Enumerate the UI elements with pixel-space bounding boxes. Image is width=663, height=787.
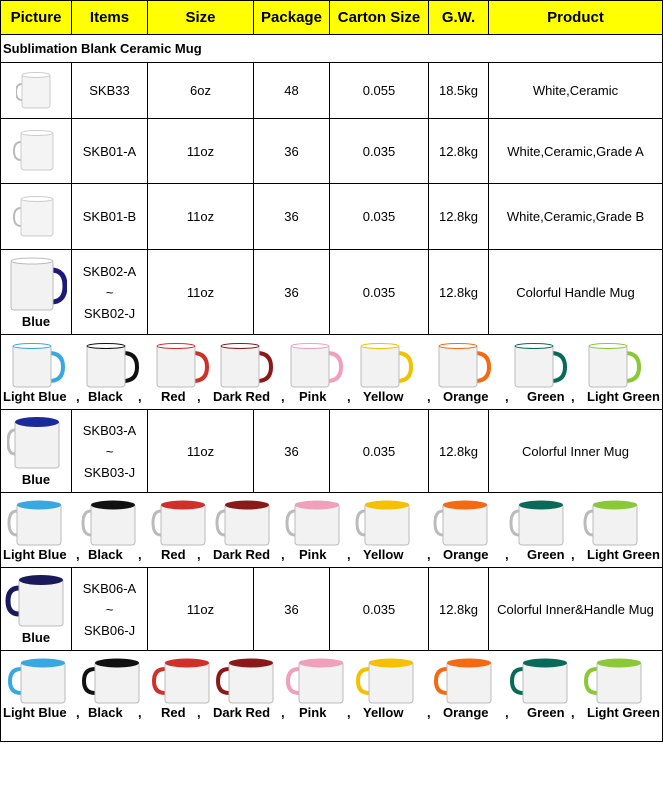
cell-package: 36	[254, 250, 330, 335]
mug-image	[1, 184, 72, 250]
header-size: Size	[148, 1, 254, 35]
color-mug	[7, 499, 69, 552]
section-title: Sublimation Blank Ceramic Mug	[1, 35, 663, 63]
color-separator: ,	[505, 547, 509, 562]
header-picture: Picture	[1, 1, 72, 35]
color-separator: ,	[197, 389, 201, 404]
cell-package: 36	[254, 119, 330, 184]
color-separator: ,	[138, 547, 142, 562]
item-to: SKB02-J	[83, 305, 136, 321]
cell-product: White,Ceramic	[489, 63, 663, 119]
cell-product: Colorful Handle Mug	[489, 250, 663, 335]
color-separator: ,	[281, 389, 285, 404]
table-row	[1, 568, 663, 651]
cell-gw: 12.8kg	[429, 119, 489, 184]
color-mug-icon	[215, 499, 277, 549]
cell-size: 11oz	[148, 119, 254, 184]
color-strip-row	[1, 493, 663, 568]
color-mug-icon	[285, 341, 347, 391]
color-mug-icon	[215, 657, 277, 707]
color-label: Light Blue	[3, 547, 67, 562]
color-label: Light Blue	[3, 705, 67, 720]
cell-item: SKB01-A	[72, 119, 148, 184]
color-label: Orange	[443, 705, 489, 720]
item-tilde: ~	[105, 443, 114, 459]
inner-handle-mug-icon	[5, 574, 67, 630]
cell-gw: 12.8kg	[429, 250, 489, 335]
color-mug	[215, 657, 277, 710]
color-label: Red	[161, 389, 186, 404]
color-mug-icon	[509, 341, 571, 391]
color-mug-icon	[7, 499, 69, 549]
header-package: Package	[254, 1, 330, 35]
color-mug	[151, 657, 213, 710]
cell-item: SKB33	[72, 63, 148, 119]
color-label: Dark Red	[213, 389, 271, 404]
color-separator: ,	[197, 547, 201, 562]
cell-carton: 0.055	[330, 63, 429, 119]
header-row	[1, 1, 663, 35]
color-separator: ,	[347, 705, 351, 720]
color-mug	[355, 499, 417, 552]
table-row	[1, 250, 663, 335]
color-label: Green	[527, 389, 565, 404]
color-mug-icon	[151, 657, 213, 707]
cell-package: 36	[254, 184, 330, 250]
cell-carton: 0.035	[330, 119, 429, 184]
color-mug-icon	[151, 341, 213, 391]
color-labels	[1, 547, 661, 565]
color-separator: ,	[76, 705, 80, 720]
color-strip-row	[1, 335, 663, 410]
color-separator: ,	[76, 547, 80, 562]
color-label: Dark Red	[213, 547, 271, 562]
color-mug-icon	[583, 499, 645, 549]
color-label: Black	[88, 389, 123, 404]
color-mug	[81, 341, 143, 394]
handle-mug-icon	[5, 256, 67, 314]
color-mug-icon	[81, 499, 143, 549]
color-label: Yellow	[363, 389, 404, 404]
mug-caption: Blue	[21, 471, 51, 487]
color-mug	[81, 657, 143, 710]
color-mug	[81, 499, 143, 552]
cell-carton: 0.035	[330, 410, 429, 493]
color-strip	[1, 493, 661, 567]
color-label: Orange	[443, 389, 489, 404]
color-strip	[1, 651, 661, 725]
cell-item-range	[72, 410, 148, 493]
white-mug-icon	[16, 70, 56, 112]
color-separator: ,	[138, 705, 142, 720]
color-mug-icon	[509, 657, 571, 707]
color-label: Pink	[299, 547, 327, 562]
item-to: SKB03-J	[83, 464, 136, 480]
color-mug-icon	[7, 657, 69, 707]
color-mug	[509, 341, 571, 394]
table-row	[1, 410, 663, 493]
mug-image	[1, 63, 72, 119]
color-mug-icon	[355, 499, 417, 549]
mug-image	[1, 119, 72, 184]
color-mug-icon	[7, 341, 69, 391]
color-separator: ,	[281, 547, 285, 562]
header-gw: G.W.	[429, 1, 489, 35]
color-label: Light Blue	[3, 389, 67, 404]
color-mug-icon	[81, 657, 143, 707]
mug-image	[1, 410, 72, 493]
color-mug-icon	[151, 499, 213, 549]
color-label: Light Green	[587, 389, 660, 404]
cell-item-range	[72, 568, 148, 651]
color-label: Green	[527, 547, 565, 562]
cell-size: 11oz	[148, 568, 254, 651]
cell-package: 36	[254, 568, 330, 651]
table-row	[1, 119, 663, 184]
cell-item-range	[72, 250, 148, 335]
color-separator: ,	[427, 705, 431, 720]
color-separator: ,	[505, 705, 509, 720]
color-mug	[583, 499, 645, 552]
color-mug	[433, 499, 495, 552]
cell-gw: 12.8kg	[429, 184, 489, 250]
color-mug	[7, 341, 69, 394]
cell-size: 11oz	[148, 184, 254, 250]
color-mug	[433, 657, 495, 710]
color-mug	[433, 341, 495, 394]
color-mug-icon	[433, 499, 495, 549]
mug-caption: Blue	[21, 629, 51, 645]
color-mug-icon	[433, 341, 495, 391]
color-separator: ,	[505, 389, 509, 404]
color-label: Dark Red	[213, 705, 271, 720]
cell-package: 36	[254, 410, 330, 493]
cell-gw: 12.8kg	[429, 568, 489, 651]
color-separator: ,	[427, 547, 431, 562]
mug-caption: Blue	[21, 313, 51, 329]
color-separator: ,	[347, 547, 351, 562]
cell-size: 11oz	[148, 410, 254, 493]
color-mug	[285, 499, 347, 552]
color-separator: ,	[347, 389, 351, 404]
color-label: Light Green	[587, 705, 660, 720]
color-labels	[1, 389, 661, 407]
color-label: Orange	[443, 547, 489, 562]
item-from: SKB03-A	[82, 422, 137, 438]
cell-carton: 0.035	[330, 568, 429, 651]
color-strip-cell	[1, 335, 663, 410]
cell-product: White,Ceramic,Grade A	[489, 119, 663, 184]
cell-product: Colorful Inner Mug	[489, 410, 663, 493]
color-mug	[355, 657, 417, 710]
color-separator: ,	[571, 547, 575, 562]
color-separator: ,	[138, 389, 142, 404]
color-mug-icon	[81, 341, 143, 391]
color-label: Red	[161, 705, 186, 720]
cell-gw: 18.5kg	[429, 63, 489, 119]
header-items: Items	[72, 1, 148, 35]
cell-gw: 12.8kg	[429, 410, 489, 493]
color-separator: ,	[571, 705, 575, 720]
mug-image	[1, 568, 72, 651]
color-mug	[509, 657, 571, 710]
cell-carton: 0.035	[330, 250, 429, 335]
table-row	[1, 184, 663, 250]
color-labels	[1, 705, 661, 723]
color-label: Pink	[299, 389, 327, 404]
color-mug	[215, 341, 277, 394]
item-tilde: ~	[105, 601, 114, 617]
color-label: Black	[88, 547, 123, 562]
color-mug-icon	[355, 657, 417, 707]
cell-carton: 0.035	[330, 184, 429, 250]
item-to: SKB06-J	[83, 622, 136, 638]
table-row	[1, 63, 663, 119]
color-label: Pink	[299, 705, 327, 720]
color-separator: ,	[571, 389, 575, 404]
item-from: SKB06-A	[82, 580, 137, 596]
color-mug	[285, 341, 347, 394]
color-separator: ,	[427, 389, 431, 404]
color-separator: ,	[281, 705, 285, 720]
color-label: Light Green	[587, 547, 660, 562]
color-mug	[151, 341, 213, 394]
color-separator: ,	[76, 389, 80, 404]
white-mug-icon	[13, 128, 59, 174]
cell-size: 11oz	[148, 250, 254, 335]
color-mug-icon	[285, 499, 347, 549]
color-label: Yellow	[363, 705, 404, 720]
color-strip-cell	[1, 493, 663, 568]
item-tilde: ~	[105, 284, 114, 300]
color-strip-row	[1, 651, 663, 742]
color-mug-icon	[509, 499, 571, 549]
color-mug	[583, 341, 645, 394]
color-mug-icon	[583, 657, 645, 707]
color-mug-icon	[583, 341, 645, 391]
color-label: Red	[161, 547, 186, 562]
color-mug	[583, 657, 645, 710]
color-label: Yellow	[363, 547, 404, 562]
color-mug	[151, 499, 213, 552]
color-mug-icon	[355, 341, 417, 391]
header-product: Product	[489, 1, 663, 35]
color-strip-cell	[1, 651, 663, 742]
color-mug	[7, 657, 69, 710]
header-carton-size: Carton Size	[330, 1, 429, 35]
cell-product: White,Ceramic,Grade B	[489, 184, 663, 250]
color-label: Green	[527, 705, 565, 720]
color-mug-icon	[215, 341, 277, 391]
inner-mug-icon	[7, 416, 65, 472]
cell-package: 48	[254, 63, 330, 119]
color-mug	[285, 657, 347, 710]
cell-size: 6oz	[148, 63, 254, 119]
color-label: Black	[88, 705, 123, 720]
color-mug	[355, 341, 417, 394]
color-mug	[215, 499, 277, 552]
mug-image	[1, 250, 72, 335]
item-from: SKB02-A	[82, 263, 137, 279]
cell-product: Colorful Inner&Handle Mug	[489, 568, 663, 651]
section-row	[1, 35, 663, 63]
color-separator: ,	[197, 705, 201, 720]
cell-item: SKB01-B	[72, 184, 148, 250]
color-strip	[1, 335, 661, 409]
color-mug	[509, 499, 571, 552]
color-mug-icon	[285, 657, 347, 707]
white-mug-icon	[13, 194, 59, 240]
color-mug-icon	[433, 657, 495, 707]
